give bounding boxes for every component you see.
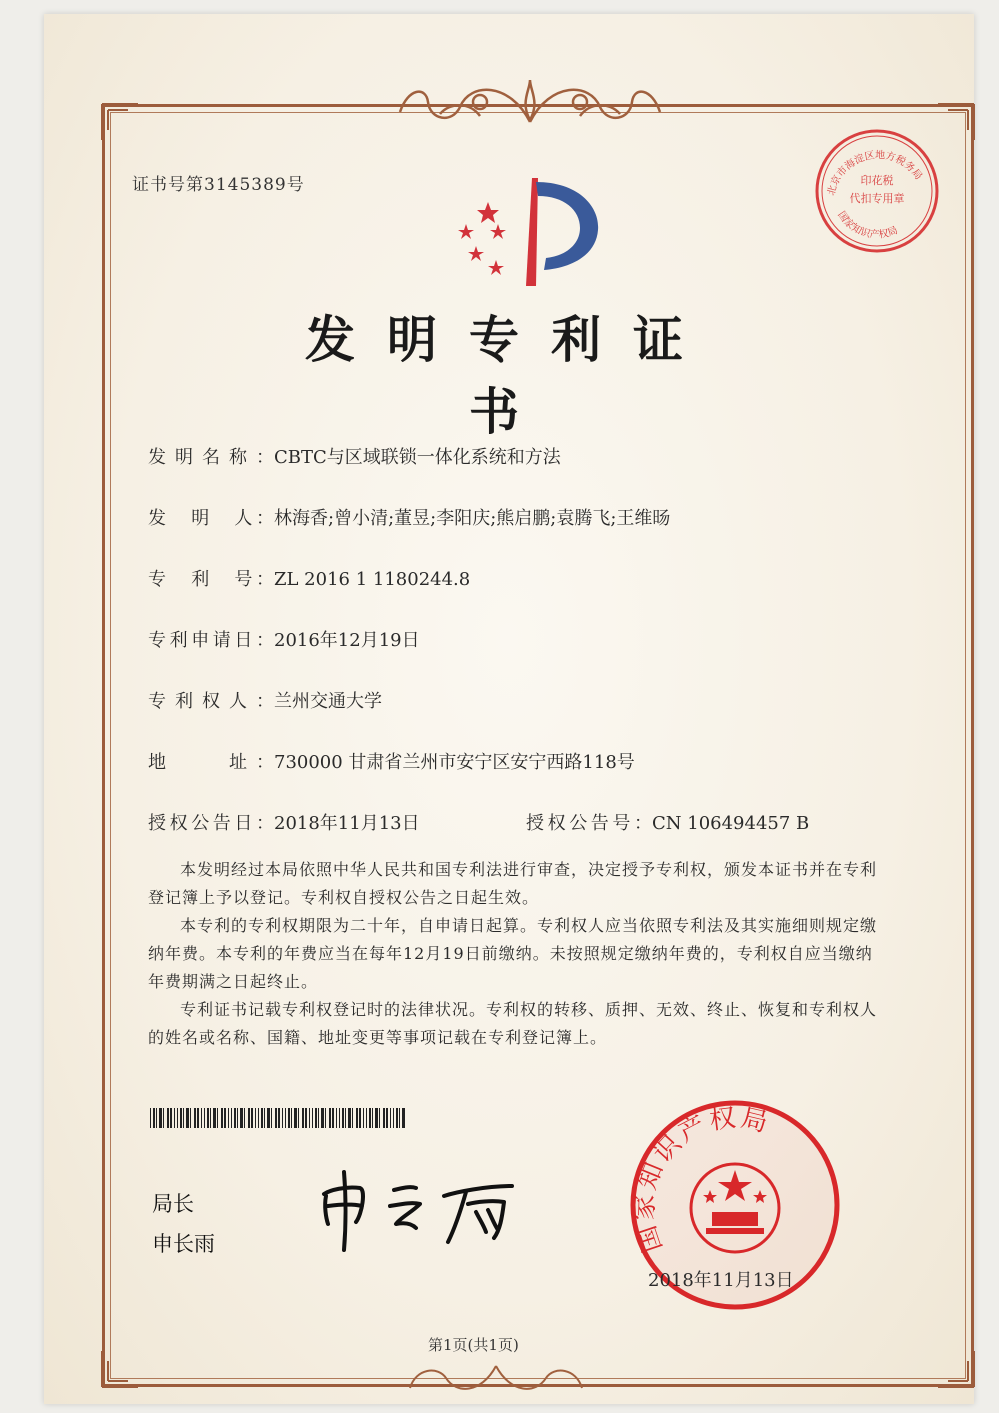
corner-ornament-bottom-right xyxy=(932,1345,978,1391)
field-address xyxy=(148,748,635,774)
stamp-inner-line1: 印花税 xyxy=(860,174,894,187)
director-signature xyxy=(316,1166,526,1256)
stamp-bottom-text: 国家知识产权局 xyxy=(835,209,900,241)
field-value: 730000 甘肃省兰州市安宁区安宁西路118号 xyxy=(274,752,635,773)
director-title: 局长 xyxy=(152,1192,194,1216)
field-value: 2018年11月13日 xyxy=(274,813,420,834)
certificate-title: 发明专利证书 xyxy=(305,311,715,441)
field-label: 授权公告日： xyxy=(148,813,274,834)
field-label: 地 址： xyxy=(148,752,274,773)
seal-date: 2018年11月13日 xyxy=(648,1270,794,1291)
bottom-scroll-ornament xyxy=(386,1360,606,1400)
page-footer: 第1页(共1页) xyxy=(428,1336,519,1354)
field-label: 专利权人： xyxy=(148,691,274,712)
certificate-number: 证书号第3145389号 xyxy=(132,175,305,195)
paragraph-term-statement: 本专利的专利权期限为二十年，自申请日起算。专利权人应当依照专利法及其实施细则规定缴纳年费。本专利的年费应当在每年12月19日前缴纳。未按照规定缴纳年费的，专利权自应当缴纳年费期满之日起终止。 xyxy=(148,916,878,991)
field-inventors xyxy=(148,504,670,530)
field-label: 发 明 人： xyxy=(148,508,274,529)
field-grant-date xyxy=(148,809,420,835)
field-value: ZL 2016 1 1180244.8 xyxy=(274,569,471,590)
field-patent-number xyxy=(148,565,470,591)
barcode xyxy=(150,1108,406,1128)
stamp-outer-text: 北京市海淀区地方税务局 xyxy=(826,150,924,197)
field-label: 授权公告号： xyxy=(526,813,652,834)
field-value: 2016年12月19日 xyxy=(274,630,420,651)
top-scroll-ornament xyxy=(380,72,680,128)
field-patentee xyxy=(148,687,382,713)
corner-ornament-top-left xyxy=(98,100,144,146)
field-label: 发明名称： xyxy=(148,447,274,468)
field-application-date xyxy=(148,626,420,652)
field-value: 林海香;曾小清;董昱;李阳庆;熊启鹏;袁腾飞;王维旸 xyxy=(274,508,671,529)
field-label: 专 利 号： xyxy=(148,569,274,590)
paragraph-grant-statement: 本发明经过本局依照中华人民共和国专利法进行审查，决定授予专利权，颁发本证书并在专利登记簿上予以登记。专利权自授权公告之日起生效。 xyxy=(148,860,878,907)
corner-ornament-bottom-left xyxy=(98,1345,144,1391)
field-value: CBTC与区域联锁一体化系统和方法 xyxy=(274,447,561,468)
field-value: 兰州交通大学 xyxy=(274,691,382,712)
field-label: 专利申请日： xyxy=(148,630,274,651)
patent-office-logo xyxy=(452,172,606,290)
field-value: CN 106494457 B xyxy=(652,813,810,834)
field-invention-name xyxy=(148,443,561,469)
field-announcement-number xyxy=(526,809,809,835)
seal-text: 国家知识产权局 xyxy=(629,1102,774,1256)
stamp-duty-seal xyxy=(812,126,942,256)
stamp-inner-line2: 代扣专用章 xyxy=(849,192,905,205)
director-name: 申长雨 xyxy=(152,1232,215,1256)
paragraph-legal-status: 专利证书记载专利权登记时的法律状况。专利权的转移、质押、无效、终止、恢复和专利权人的姓名或名称、国籍、地址变更等事项记载在专利登记簿上。 xyxy=(148,1000,878,1047)
